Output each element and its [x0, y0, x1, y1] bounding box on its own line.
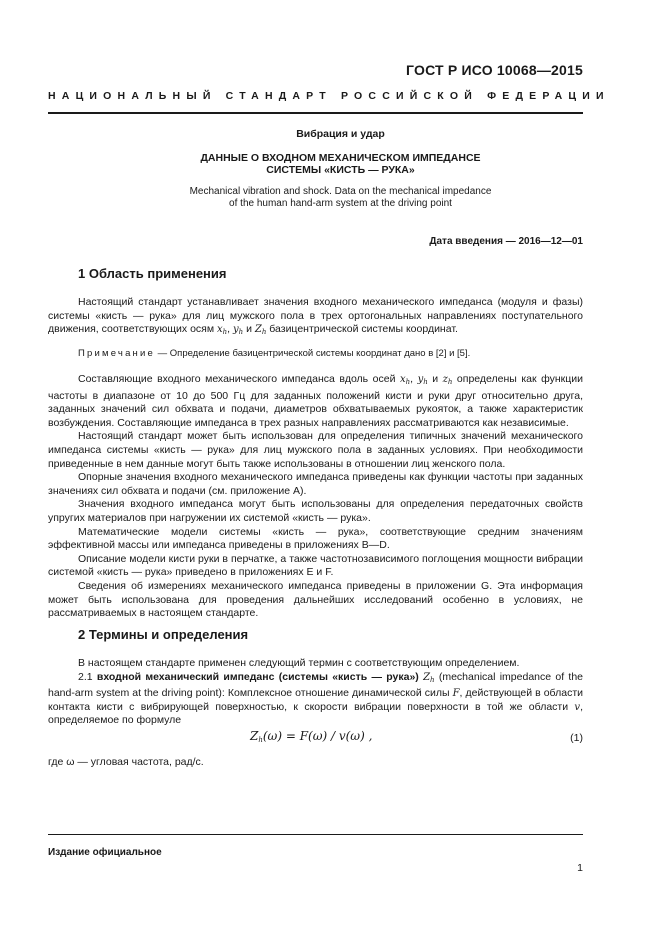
- section-heading-terms: 2 Термины и определения: [78, 627, 249, 642]
- page-number: 1: [577, 862, 583, 874]
- footer-divider: [48, 834, 583, 835]
- document-subject: Вибрация и удар: [296, 128, 385, 140]
- document-title-line1: ДАННЫЕ О ВХОДНОМ МЕХАНИЧЕСКОМ ИМПЕДАНСЕ: [200, 152, 481, 164]
- effective-date: Дата введения — 2016—12—01: [429, 236, 583, 247]
- term-definition: 2.1 входной механический импеданс (системы «кисть — рука») Zh (mechanical impedance of the hand-arm system at the driving point): Комплексное отношение динамической силы F, действующей в области контакта кисти с вибрирующей поверхностью, к скорости вибрации поверхности в той же области v, определяемое по формуле: [48, 670, 584, 727]
- scope-paragraph-8: Сведения об измерениях механического импеданса приведены в приложении G. Эта информация может быть использована для проведения дальнейших исследований особенно в условиях, не рассматриваемых в настоящем стандарте.: [48, 579, 583, 620]
- scope-paragraph-4: Опорные значения входного механического импеданса приведены как функции частоты при заданных значениях сил обхвата и подачи (см. приложение А).: [48, 471, 583, 497]
- section-heading-scope: 1 Область применения: [78, 266, 227, 281]
- scope-paragraph-3: Настоящий стандарт может быть использован для определения типичных значений механического импеданса системы «кисть — рука» для лиц мужского пола в заданных условиях. При необходимости приведенные в нем данные могут быть также использованы в отношении лиц женского пола.: [48, 430, 583, 470]
- impedance-formula: Zh(ω) = F(ω) / v(ω) ,: [250, 729, 373, 744]
- scope-body: [48, 373, 583, 621]
- scope-paragraph-7: Описание модели кисти руки в перчатке, а также частотнозависимого поглощения мощности вибрации системой «кисть — рука» приведено в приложениях Е и F.: [48, 552, 583, 579]
- edition-label: Издание официальное: [48, 847, 162, 858]
- scope-intro: [48, 296, 583, 340]
- scope-note: [78, 348, 470, 359]
- standard-id: ГОСТ Р ИСО 10068—2015: [406, 62, 583, 78]
- note-label: Примечание: [78, 348, 155, 359]
- national-standard-banner: НАЦИОНАЛЬНЫЙ СТАНДАРТ РОССИЙСКОЙ ФЕДЕРАЦИИ: [48, 90, 610, 102]
- terms-body: [48, 657, 583, 728]
- terms-paragraph-1: В настоящем стандарте применен следующий термин с соответствующим определением.: [78, 657, 520, 669]
- english-title-line1: Mechanical vibration and shock. Data on the mechanical impedance: [189, 186, 492, 197]
- english-title-line2: of the human hand-arm system at the driving point: [229, 198, 452, 209]
- scope-paragraph-5: Значения входного импеданса могут быть использованы для определения передаточных свойств упругих материалов при нагружении их системой «кисть — рука».: [48, 498, 583, 524]
- scope-paragraph-6: Математические модели системы «кисть — рука», соответствующие средним значениям эффективной массы или импеданса приведены в приложениях В—D.: [48, 525, 583, 552]
- formula-legend: где ω — угловая частота, рад/с.: [48, 756, 204, 768]
- header-divider: [48, 112, 583, 114]
- scope-paragraph-1: Настоящий стандарт устанавливает значения входного механического импеданса (модуля и фазы) системы «кисть — рука» для лиц мужского пола в трех ортогональных направлениях поступательного движения, соответствующих осям xh, yh и Zh базицентрической системы координат.: [48, 296, 583, 337]
- scope-paragraph-2: Составляющие входного механического импеданса вдоль осей xh, yh и zh определены как функции частоты в диапазоне от 10 до 500 Гц для заданных положений кисти и руки друг относительно друга, заданных значений сил обхвата и подачи, диаметров обхватываемых рукояток, а также характеристик возбуждения. Составляющие импеданса в трех разных направлениях рассматриваются как независимые.: [48, 373, 584, 429]
- document-title-line2: СИСТЕМЫ «КИСТЬ — РУКА»: [266, 164, 415, 176]
- note-text: — Определение базицентрической системы координат дано в [2] и [5].: [155, 348, 471, 359]
- formula-number: (1): [570, 732, 583, 744]
